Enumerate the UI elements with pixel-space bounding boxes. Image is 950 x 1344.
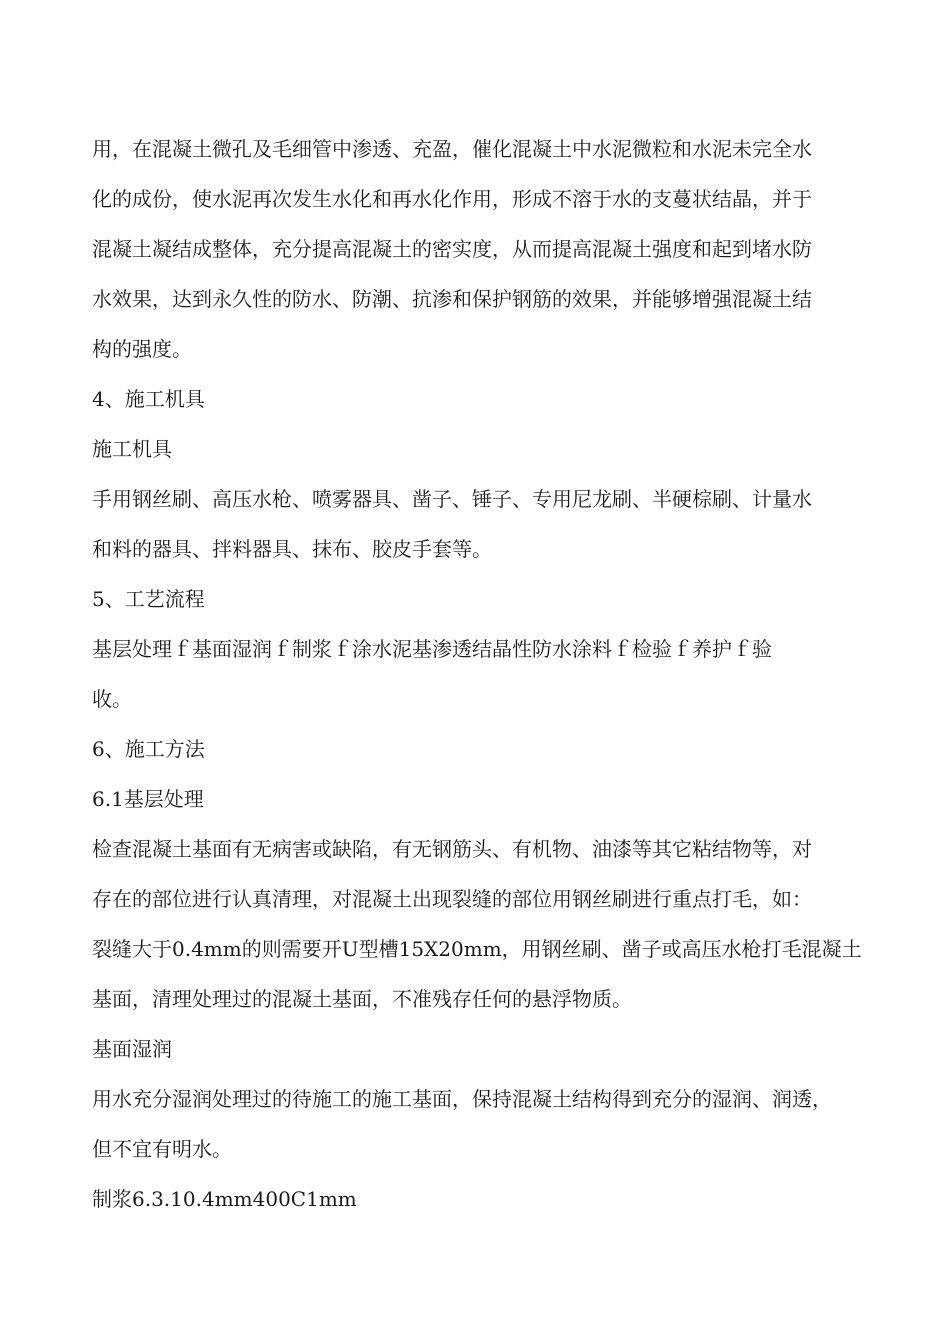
body-text-line: 用水充分湿润处理过的待施工的施工基面，保持混凝土结构得到充分的湿润、润透，	[92, 1087, 832, 1111]
body-text-line: 和料的器具、拌料器具、抹布、胶皮手套等。	[92, 537, 492, 561]
body-text-line: 用，在混凝土微孔及毛细管中渗透、充盈，催化混凝土中水泥微粒和水泥未完全水	[92, 137, 812, 161]
body-text-line: 化的成份，使水泥再次发生水化和再水化作用，形成不溶于水的支蔓状结晶，并于	[92, 187, 812, 211]
body-text-line: 手用钢丝刷、高压水枪、喷雾器具、凿子、锤子、专用尼龙刷、半硬棕刷、计量水	[92, 487, 812, 511]
body-text-line: 裂缝大于0.4mm的则需要开U型槽15X20mm，用钢丝刷、凿子或高压水枪打毛混凝土	[92, 937, 862, 961]
body-text-line: 存在的部位进行认真清理，对混凝土出现裂缝的部位用钢丝刷进行重点打毛，如：	[92, 887, 812, 911]
section-heading-process: 5、工艺流程	[92, 587, 205, 611]
body-text-line: 但不宜有明水。	[92, 1137, 232, 1161]
section-heading-method: 6、施工方法	[92, 737, 205, 761]
subheading-tools: 施工机具	[92, 437, 172, 461]
body-text-line: 基层处理ｆ基面湿润ｆ制浆ｆ涂水泥基渗透结晶性防水涂料ｆ检验ｆ养护ｆ验	[92, 637, 772, 661]
subheading-base-treatment: 6.1基层处理	[92, 787, 204, 811]
body-text-line: 混凝土凝结成整体，充分提高混凝土的密实度，从而提高混凝土强度和起到堵水防	[92, 237, 812, 261]
body-text-line: 水效果，达到永久性的防水、防潮、抗渗和保护钢筋的效果，并能够增强混凝土结	[92, 287, 812, 311]
body-text-line: 基面，清理处理过的混凝土基面，不准残存任何的悬浮物质。	[92, 987, 632, 1011]
subheading-surface-wetting: 基面湿润	[92, 1037, 172, 1061]
subheading-slurry: 制浆6.3.10.4mm400C1mm	[92, 1187, 357, 1211]
document-body	[92, 124, 862, 1224]
body-text-line: 检查混凝土基面有无病害或缺陷，有无钢筋头、有机物、油漆等其它粘结物等，对	[92, 837, 812, 861]
section-heading-tools: 4、施工机具	[92, 387, 205, 411]
body-text-line: 构的强度。	[92, 337, 192, 361]
body-text-line: 收。	[92, 687, 132, 711]
